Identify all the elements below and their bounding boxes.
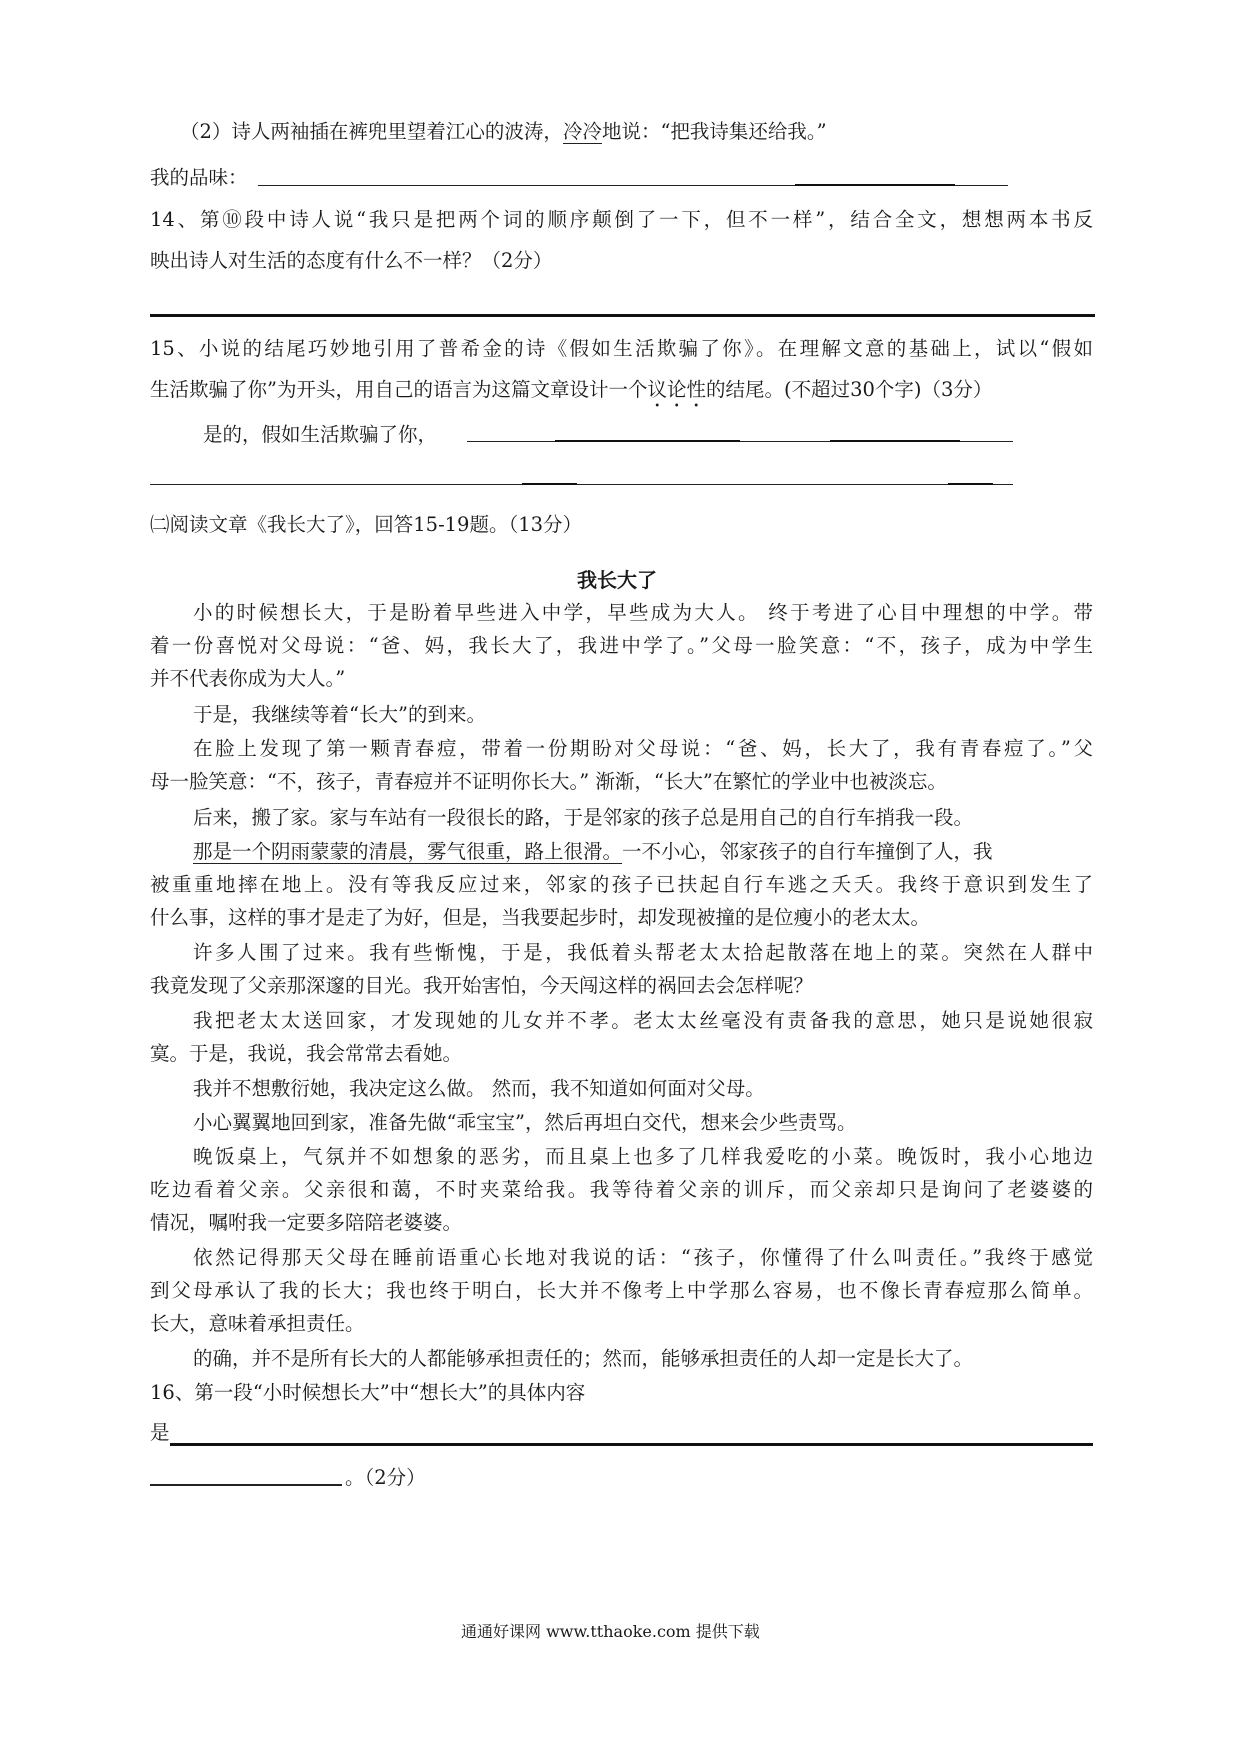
q15-line-2: 生活欺骗了你”为开头，用自己的语言为这篇文章设计一个议论性的结尾。(不超过30个字)（3分） — [150, 378, 993, 401]
q14-line-2: 映出诗人对生活的态度有什么不一样？（2分） — [150, 249, 553, 272]
q16-suffix: 。（2分） — [345, 1466, 426, 1489]
underlined-sentence: 那是一个阴雨蒙蒙的清晨，雾气很重，路上很滑。 — [193, 840, 623, 863]
article-p8: 我并不想敷衍她，我决定这么做。 然而，我不知道如何面对父母。 — [193, 1077, 765, 1100]
article-p5-line-2: 被重重地摔在地上。没有等我反应过来，邻家的孩子已扶起自行车逃之夭夭。我终于意识到发生了 — [150, 873, 1093, 896]
article-title: 我长大了 — [577, 568, 657, 592]
q15-line-1: 15、小说的结尾巧妙地引用了普希金的诗《假如生活欺骗了你》。在理解文意的基础上，试以“假如 — [150, 337, 1093, 360]
emphasized-word: 议论性 — [647, 378, 706, 401]
q15-answer-line-2[interactable] — [150, 484, 1013, 485]
article-p9: 小心翼翼地回到家，准备先做“乖宝宝”，然后再坦白交代，想来会少些责骂。 — [193, 1111, 857, 1134]
article-p5-line-1: 那是一个阴雨蒙蒙的清晨，雾气很重，路上很滑。一不小心，邻家孩子的自行车撞倒了人，我 — [193, 840, 993, 863]
q16-answer-line-2[interactable] — [150, 1484, 342, 1486]
article-p11-line-2: 到父母承认了我的长大；我也终于明白，长大并不像考上中学那么容易，也不像长青春痘那么简单。 — [150, 1279, 1093, 1302]
article-p12: 的确，并不是所有长大的人都能够承担责任的；然而，能够承担责任的人却一定是长大了。 — [193, 1347, 974, 1370]
q14-answer-line[interactable] — [150, 314, 1095, 317]
q15-answer-start: 是的，假如生活欺骗了你， — [203, 423, 438, 446]
article-p10-line-3: 情况，嘱咐我一定要多陪陪老婆婆。 — [150, 1211, 463, 1234]
q15-answer-line-2-bold-2 — [948, 483, 993, 485]
q16-answer-line-1[interactable] — [170, 1443, 1093, 1446]
q15-answer-line-2-bold — [522, 483, 577, 485]
article-p7-line-1: 我把老太太送回家，才发现她的儿女并不孝。老太太丝毫没有责备我的意思，她只是说她很寂 — [193, 1009, 1093, 1032]
article-p3-line-1: 在脸上发现了第一颗青春痘，带着一份期盼对父母说：“爸、妈，长大了，我有青春痘了。”父 — [193, 737, 1093, 760]
article-p3-line-2: 母一脸笑意：“不，孩子，青春痘并不证明你长大。” 渐渐，“长大”在繁忙的学业中也被淡忘。 — [150, 770, 947, 793]
q13-item-2: （2）诗人两袖插在裤兜里望着江心的波涛，冷冷地说：“把我诗集还给我。” — [180, 120, 827, 143]
article-p2: 于是，我继续等着“长大”的到来。 — [193, 703, 486, 726]
section-intro: ㈡阅读文章《我长大了》，回答15-19题。（13分） — [150, 513, 583, 536]
article-p1-line-1: 小的时候想长大，于是盼着早些进入中学，早些成为大人。 终于考进了心目中理想的中学。带 — [193, 601, 1093, 624]
q13-answer-line-bold — [795, 184, 955, 186]
footer: 通通好课网 www.tthaoke.com 提供下载 — [461, 1622, 760, 1641]
q16-prefix: 是 — [150, 1421, 170, 1444]
article-p6-line-1: 许多人围了过来。我有些惭愧，于是，我低着头帮老太太拾起散落在地上的菜。突然在人群中 — [193, 941, 1093, 964]
article-p10-line-2: 吃边看着父亲。父亲很和蔼，不时夹菜给我。我等待着父亲的训斥，而父亲却只是询问了老婆婆的 — [150, 1178, 1093, 1201]
article-p1-line-2: 着一份喜悦对父母说：“爸、妈，我长大了，我进中学了。”父母一脸笑意：“不，孩子，成为中学生 — [150, 634, 1093, 657]
article-p11-line-3: 长大，意味着承担责任。 — [150, 1312, 365, 1335]
underlined-word: 冷冷 — [562, 120, 602, 143]
q15-answer-line-1-bold-2 — [830, 440, 960, 442]
article-p11-line-1: 依然记得那天父母在睡前语重心长地对我说的话：“孩子，你懂得了什么叫责任。”我终于感觉 — [193, 1246, 1093, 1269]
article-p4: 后来，搬了家。家与车站有一段很长的路，于是邻家的孩子总是用自己的自行车捎我一段。 — [193, 806, 974, 829]
q13-answer-label: 我的品味： — [150, 166, 248, 189]
article-p10-line-1: 晚饭桌上，气氛并不如想象的恶劣，而且桌上也多了几样我爱吃的小菜。晚饭时，我小心地边 — [193, 1145, 1093, 1168]
q14-line-1: 14、第⑩段中诗人说“我只是把两个词的顺序颠倒了一下，但不一样”，结合全文，想想两本书反 — [150, 208, 1093, 231]
article-p6-line-2: 我竟发现了父亲那深邃的目光。我开始害怕，今天闯这样的祸回去会怎样呢？ — [150, 974, 814, 997]
article-p5-line-3: 什么事，这样的事才是走了为好，但是，当我要起步时，却发现被撞的是位瘦小的老太太。 — [150, 906, 931, 929]
q16-line-1: 16、第一段“小时候想长大”中“想长大”的具体内容 — [150, 1381, 586, 1404]
article-p7-line-2: 寞。于是，我说，我会常常去看她。 — [150, 1042, 463, 1065]
q15-answer-line-1-bold — [555, 440, 740, 442]
article-p1-line-3: 并不代表你成为大人。” — [150, 667, 346, 690]
